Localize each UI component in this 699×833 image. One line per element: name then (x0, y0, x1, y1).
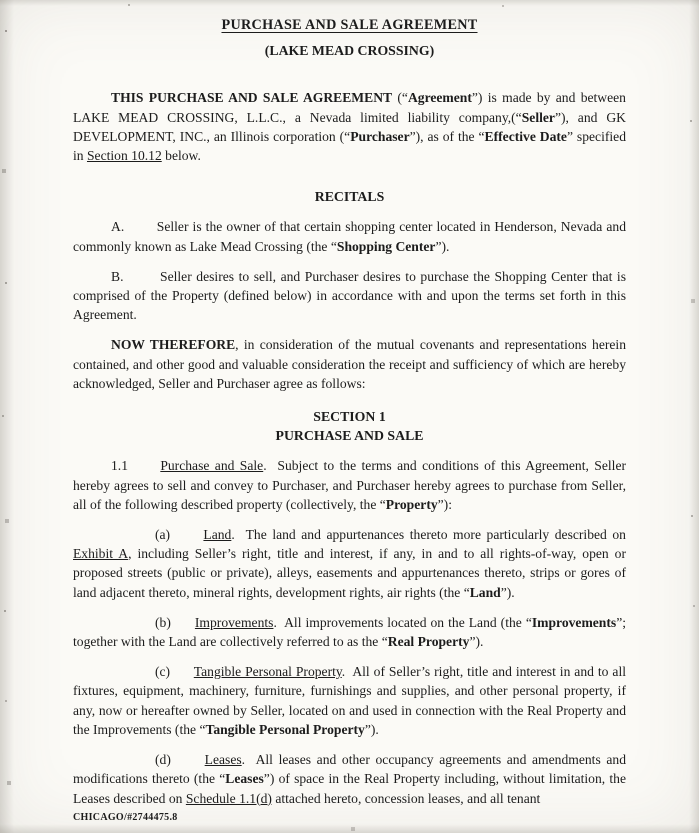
section-1-1c-tangible-personal-property-paragraph: (c) Tangible Personal Property. All of Seller’s right, title and interest in and to all fixtures, equipment, machinery, furniture, furnishings and supplies, and other personal property, if any, now or hereafter owned by Seller, located on and used in connection with the Real Property and the Improvements (the “Tangible Personal Property”). (73, 664, 626, 737)
scan-noise-specks (0, 0, 2, 2)
intro-paragraph: THIS PURCHASE AND SALE AGREEMENT (“Agreement”) is made by and between LAKE MEAD CROSSING, L.L.C., a Nevada limited liability company,(“Seller”), and GK DEVELOPMENT, INC., an Illinois corporation (“Purchaser”), as of the “Effective Date” specified in Section 10.12 below. (73, 90, 626, 164)
section-1-1-paragraph: 1.1 Purchase and Sale. Subject to the terms and conditions of this Agreement, Seller hereby agrees to sell and convey to Purchaser, and Purchaser hereby agrees to purchase from Seller, all of the following described property (collectively, the “Property”): (73, 458, 627, 512)
section1-number: SECTION 1 (313, 409, 386, 425)
scan-artifact-top-edge (0, 0, 699, 6)
scan-artifact-left-edge (0, 0, 14, 833)
section1-heading (73, 407, 626, 445)
document-control-number: CHICAGO/#2744475.8 (73, 812, 178, 823)
recital-a-paragraph: A. Seller is the owner of that certain shopping center located in Henderson, Nevada and commonly known as Lake Mead Crossing (the “Shopping Center”). (73, 219, 626, 254)
document-content (73, 16, 626, 808)
document-title: PURCHASE AND SALE AGREEMENT (221, 17, 478, 33)
section-1-1b-improvements-paragraph: (b) Improvements. All improvements located on the Land (the “Improvements”; together with the Land are collectively referred to as the “Real Property”). (73, 614, 626, 650)
recital-b-paragraph: B. Seller desires to sell, and Purchaser desires to purchase the Shopping Center that is comprised of the Property (defined below) in accordance with and upon the terms set forth in this Agreement. (73, 268, 626, 323)
scan-artifact-bottom-edge (0, 824, 699, 833)
section1-title: PURCHASE AND SALE (275, 428, 424, 444)
section-1-1d-leases-paragraph: (d) Leases. All leases and other occupancy agreements and amendments and modifications thereto (the “Leases”) of space in the Real Property including, without limitation, the Leases described on Schedule 1.1(d) attached hereto, concession leases, and all tenant (73, 752, 626, 806)
scan-artifact-right-edge (689, 0, 699, 833)
section-1-1a-land-paragraph: (a) Land. The land and appurtenances thereto more particularly described on Exhibit A, including Seller’s right, title and interest, if any, in and to all rights-of-way, open or proposed streets (public or private), alleys, easements and appurtenances thereto, strips or gores of land adjacent thereto, mineral rights, development rights, air rights (the “Land”). (73, 527, 627, 600)
recitals-heading: RECITALS (314, 189, 385, 205)
document-subtitle: (LAKE MEAD CROSSING) (264, 43, 435, 59)
now-therefore-paragraph: NOW THEREFORE, in consideration of the mutual covenants and representations herein contained, and other good and valuable consideration the receipt and sufficiency of which are hereby acknowledged, Seller and Purchaser agree as follows: (73, 337, 626, 391)
